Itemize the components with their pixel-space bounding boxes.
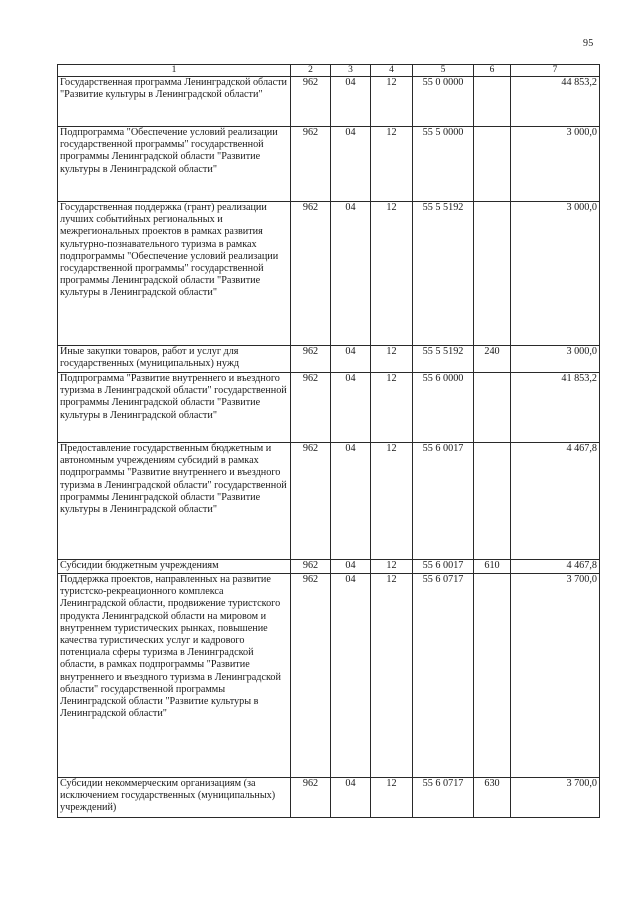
row-code: 962 xyxy=(291,778,331,818)
row-section: 04 xyxy=(331,202,371,346)
row-name: Иные закупки товаров, работ и услуг для государственных (муниципальных) нужд xyxy=(58,346,291,373)
table-row xyxy=(58,560,600,574)
row-target: 55 6 0717 xyxy=(413,574,474,778)
row-subsection: 12 xyxy=(371,77,413,127)
row-name: Поддержка проектов, направленных на развитие туристско-рекреационного комплекса Ленинградской области, продвижение туристского продукта Ленинградской области на мировом и внутреннем туристических рынках, повышение качества туристических услуг и кадрового потенциала сферы туризма в Ленинградской области, в рамках подпрограммы "Развитие внутреннего и въездного туризма в Ленинградской области" государственной программы Ленинградской области "Развитие культуры в Ленинградской области" xyxy=(58,574,291,778)
table-row xyxy=(58,778,600,818)
row-subsection: 12 xyxy=(371,127,413,202)
row-target: 55 0 0000 xyxy=(413,77,474,127)
row-name: Субсидии некоммерческим организациям (за исключением государственных (муниципальных) учреждений) xyxy=(58,778,291,818)
row-amount: 4 467,8 xyxy=(511,443,600,560)
column-header-1: 1 xyxy=(58,65,291,77)
row-subsection: 12 xyxy=(371,373,413,443)
row-subsection: 12 xyxy=(371,202,413,346)
row-code: 962 xyxy=(291,574,331,778)
row-code: 962 xyxy=(291,127,331,202)
row-section: 04 xyxy=(331,77,371,127)
budget-table xyxy=(57,64,600,818)
row-amount: 3 700,0 xyxy=(511,574,600,778)
column-header-4: 4 xyxy=(371,65,413,77)
row-code: 962 xyxy=(291,443,331,560)
row-type xyxy=(474,77,511,127)
row-target: 55 6 0017 xyxy=(413,443,474,560)
row-type xyxy=(474,574,511,778)
column-header-6: 6 xyxy=(474,65,511,77)
row-section: 04 xyxy=(331,127,371,202)
row-type: 240 xyxy=(474,346,511,373)
table-row xyxy=(58,373,600,443)
row-amount: 3 000,0 xyxy=(511,346,600,373)
row-code: 962 xyxy=(291,373,331,443)
row-target: 55 6 0717 xyxy=(413,778,474,818)
column-header-5: 5 xyxy=(413,65,474,77)
row-code: 962 xyxy=(291,202,331,346)
row-target: 55 5 0000 xyxy=(413,127,474,202)
row-amount: 41 853,2 xyxy=(511,373,600,443)
row-subsection: 12 xyxy=(371,778,413,818)
row-name: Предоставление государственным бюджетным и автономным учреждениям субсидий в рамках подпрограммы "Развитие внутреннего и въездного туризма в Ленинградской области" государственной программы Ленинградской области "Развитие культуры в Ленинградской области" xyxy=(58,443,291,560)
row-amount: 3 000,0 xyxy=(511,202,600,346)
row-target: 55 6 0000 xyxy=(413,373,474,443)
row-amount: 44 853,2 xyxy=(511,77,600,127)
row-section: 04 xyxy=(331,443,371,560)
table-row xyxy=(58,443,600,560)
row-type xyxy=(474,202,511,346)
row-code: 962 xyxy=(291,560,331,574)
column-header-2: 2 xyxy=(291,65,331,77)
column-header-7: 7 xyxy=(511,65,600,77)
table-header-row xyxy=(58,65,600,77)
row-name: Государственная программа Ленинградской области "Развитие культуры в Ленинградской области" xyxy=(58,77,291,127)
row-type xyxy=(474,443,511,560)
row-section: 04 xyxy=(331,373,371,443)
row-code: 962 xyxy=(291,346,331,373)
row-subsection: 12 xyxy=(371,346,413,373)
row-subsection: 12 xyxy=(371,443,413,560)
row-amount: 4 467,8 xyxy=(511,560,600,574)
row-section: 04 xyxy=(331,346,371,373)
row-type: 610 xyxy=(474,560,511,574)
row-subsection: 12 xyxy=(371,560,413,574)
table-row xyxy=(58,346,600,373)
row-section: 04 xyxy=(331,560,371,574)
table-row xyxy=(58,127,600,202)
row-amount: 3 000,0 xyxy=(511,127,600,202)
row-name: Субсидии бюджетным учреждениям xyxy=(58,560,291,574)
row-section: 04 xyxy=(331,574,371,778)
column-header-3: 3 xyxy=(331,65,371,77)
row-amount: 3 700,0 xyxy=(511,778,600,818)
row-target: 55 5 5192 xyxy=(413,346,474,373)
row-type xyxy=(474,373,511,443)
row-type xyxy=(474,127,511,202)
row-name: Подпрограмма "Развитие внутреннего и въездного туризма в Ленинградской области" государственной программы Ленинградской области "Развитие культуры в Ленинградской области" xyxy=(58,373,291,443)
table-row xyxy=(58,202,600,346)
row-target: 55 6 0017 xyxy=(413,560,474,574)
table-row xyxy=(58,574,600,778)
row-target: 55 5 5192 xyxy=(413,202,474,346)
row-section: 04 xyxy=(331,778,371,818)
row-name: Подпрограмма "Обеспечение условий реализации государственной программы" государственной программы Ленинградской области "Развитие культуры в Ленинградской области" xyxy=(58,127,291,202)
row-code: 962 xyxy=(291,77,331,127)
row-name: Государственная поддержка (грант) реализации лучших событийных региональных и межрегиональных проектов в рамках развития культурно-познавательного туризма в рамках подпрограммы "Обеспечение условий реализации государственной программы" государственной программы Ленинградской области "Развитие культуры в Ленинградской области" xyxy=(58,202,291,346)
row-type: 630 xyxy=(474,778,511,818)
page-number: 95 xyxy=(583,38,594,49)
row-subsection: 12 xyxy=(371,574,413,778)
table-row xyxy=(58,77,600,127)
